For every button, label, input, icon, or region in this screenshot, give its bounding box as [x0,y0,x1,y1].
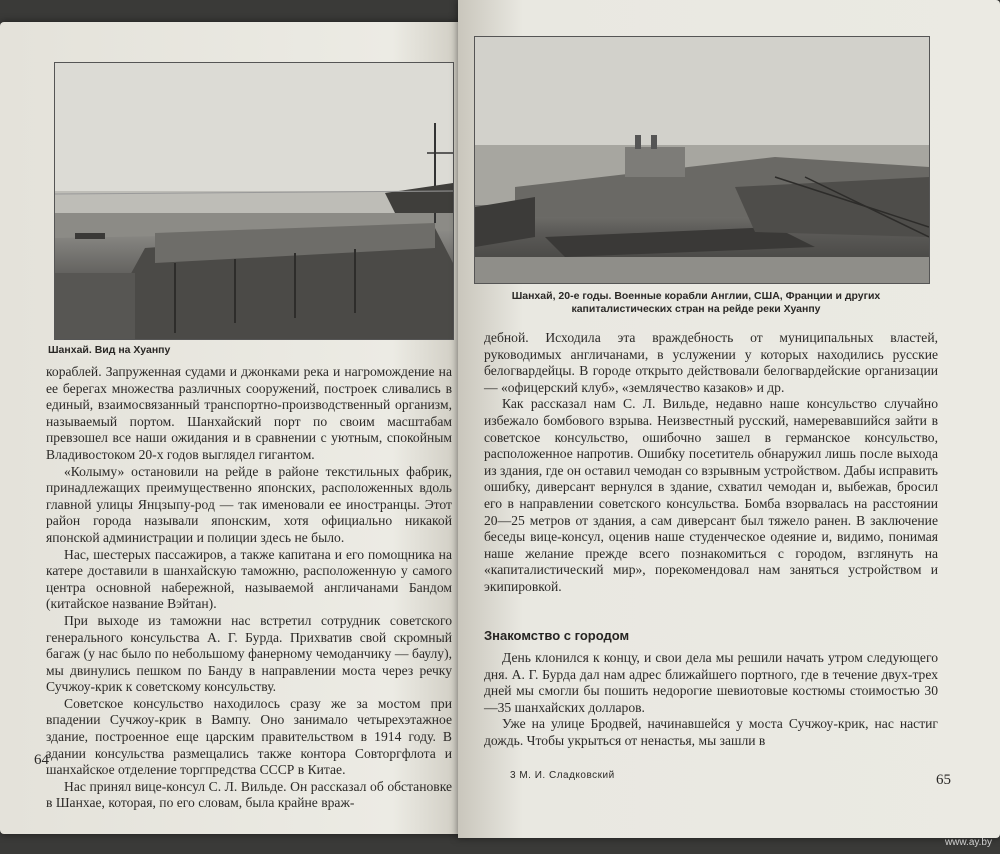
harbor-photo-left [54,62,454,340]
paragraph: При выходе из таможни нас встретил сотрудник советского генерального консульства А. Г. Бурда. Прихватив свой скромный багаж (у нас было по небольшому фанерному чемоданчику — баулу), мы двинулись пешком по Банду в направлении моста через речку Сучжоу-крик к советскому консульству. [46,612,452,695]
right-body-text-bottom [484,650,938,750]
paragraph: Нас, шестерых пассажиров, а также капитана и его помощника на катере доставили в шанхайскую таможню, расположенную у самого центра основной набережной, называемой англичанами Бандом (китайское название Вэйтан). [46,546,452,612]
page-number: 64 [34,752,49,768]
section-heading: Знакомство с городом [484,628,630,643]
paragraph: День клонился к концу, и свои дела мы решили начать утром следующего дня. А. Г. Бурда дал нам адрес ближайшего портного, где в течение двух-трех дней мы смогли бы пошить недорогие шевиотовые костюмы стоимостью 30—35 шанхайских долларов. [484,650,938,715]
paragraph: Как рассказал нам С. Л. Вильде, недавно наше консульство случайно избежало бомбового взрыва. Неизвестный русский, намеревавшийся зайти в советское консульство, ошибочно зашел в германское консульство, расположенное напротив. Ошибку посетитель обнаружил лишь после выхода из здания, где он оставил чемодан со взрывным устройством. Дабы исправить ошибку, диверсант вернулся в здание, схватил чемодан и, выбежав, бросил его в направлении советского консульства. Бомба взорвалась на расстоянии 20—25 метров от здания, а сам диверсант был тяжело ранен. В заключение беседы вице-консул, оценив наше студенческое одеяние и, видимо, понимая наше желание прежде всего познакомиться с городом, взглянуть на «капиталистический мир», порекомендовал нам заняться устройством и экипировкой. [484,396,938,594]
right-body-text-top [484,330,938,596]
site-watermark: www.ay.by [944,837,992,848]
warships-photo-right [474,36,930,284]
paragraph: Советское консульство находилось сразу же за мостом при впадении Сучжоу-крик в Вампу. Оно занимало четырехэтажное здание, построенное еще царским правительством в 1914 году. В здании консульства размещались также контора Совторгфлота и шанхайское отделение торгпредства СССР в Китае. [46,695,452,778]
paragraph: кораблей. Запруженная судами и джонками река и нагромождение на ее берегах множества различных сооружений, построек сливались в единый, взаимосвязанный транспортно-производственный организм, называемый портом. Шанхайский порт по своим масштабам превзошел все наши ожидания и в сравнении с уютным, спокойным Владивостоком 20-х годов выглядел гигантом. [46,364,452,462]
paragraph: дебной. Исходила эта враждебность от муниципальных властей, руководимых англичанами, в услужении у которых находились русские белогвардейцы. В городе открыто действовали белогвардейские организации — «офицерский клуб», «землячество казаков» и др. [484,330,938,395]
paragraph: «Колыму» остановили на рейде в районе текстильных фабрик, принадлежащих преимущественно японских, расположенных вдоль главной улицы Янцзыпу-род — так именовали ее иностранцы. Этот район города называли японским, хотя официально никакой японской администрации и полиции здесь не было. [46,463,452,545]
left-body-text [46,364,452,812]
right-page [458,0,1000,838]
paragraph: Нас принял вице-консул С. Л. Вильде. Он рассказал об обстановке в Шанхае, которая, по его словам, была крайне враж- [46,778,452,811]
photo-caption: Шанхай, 20-е годы. Военные корабли Англии, США, Франции и других капиталистических стран на рейде реки Хуанпу [511,290,881,315]
photo-caption: Шанхай. Вид на Хуанпу [48,344,171,356]
left-page [0,22,462,834]
paragraph: Уже на улице Бродвей, начинавшейся у моста Сучжоу-крик, нас настиг дождь. Чтобы укрыться от ненастья, мы зашли в [484,716,938,748]
printer-signature: 3 М. И. Сладковский [510,770,615,781]
page-number: 65 [936,772,951,788]
